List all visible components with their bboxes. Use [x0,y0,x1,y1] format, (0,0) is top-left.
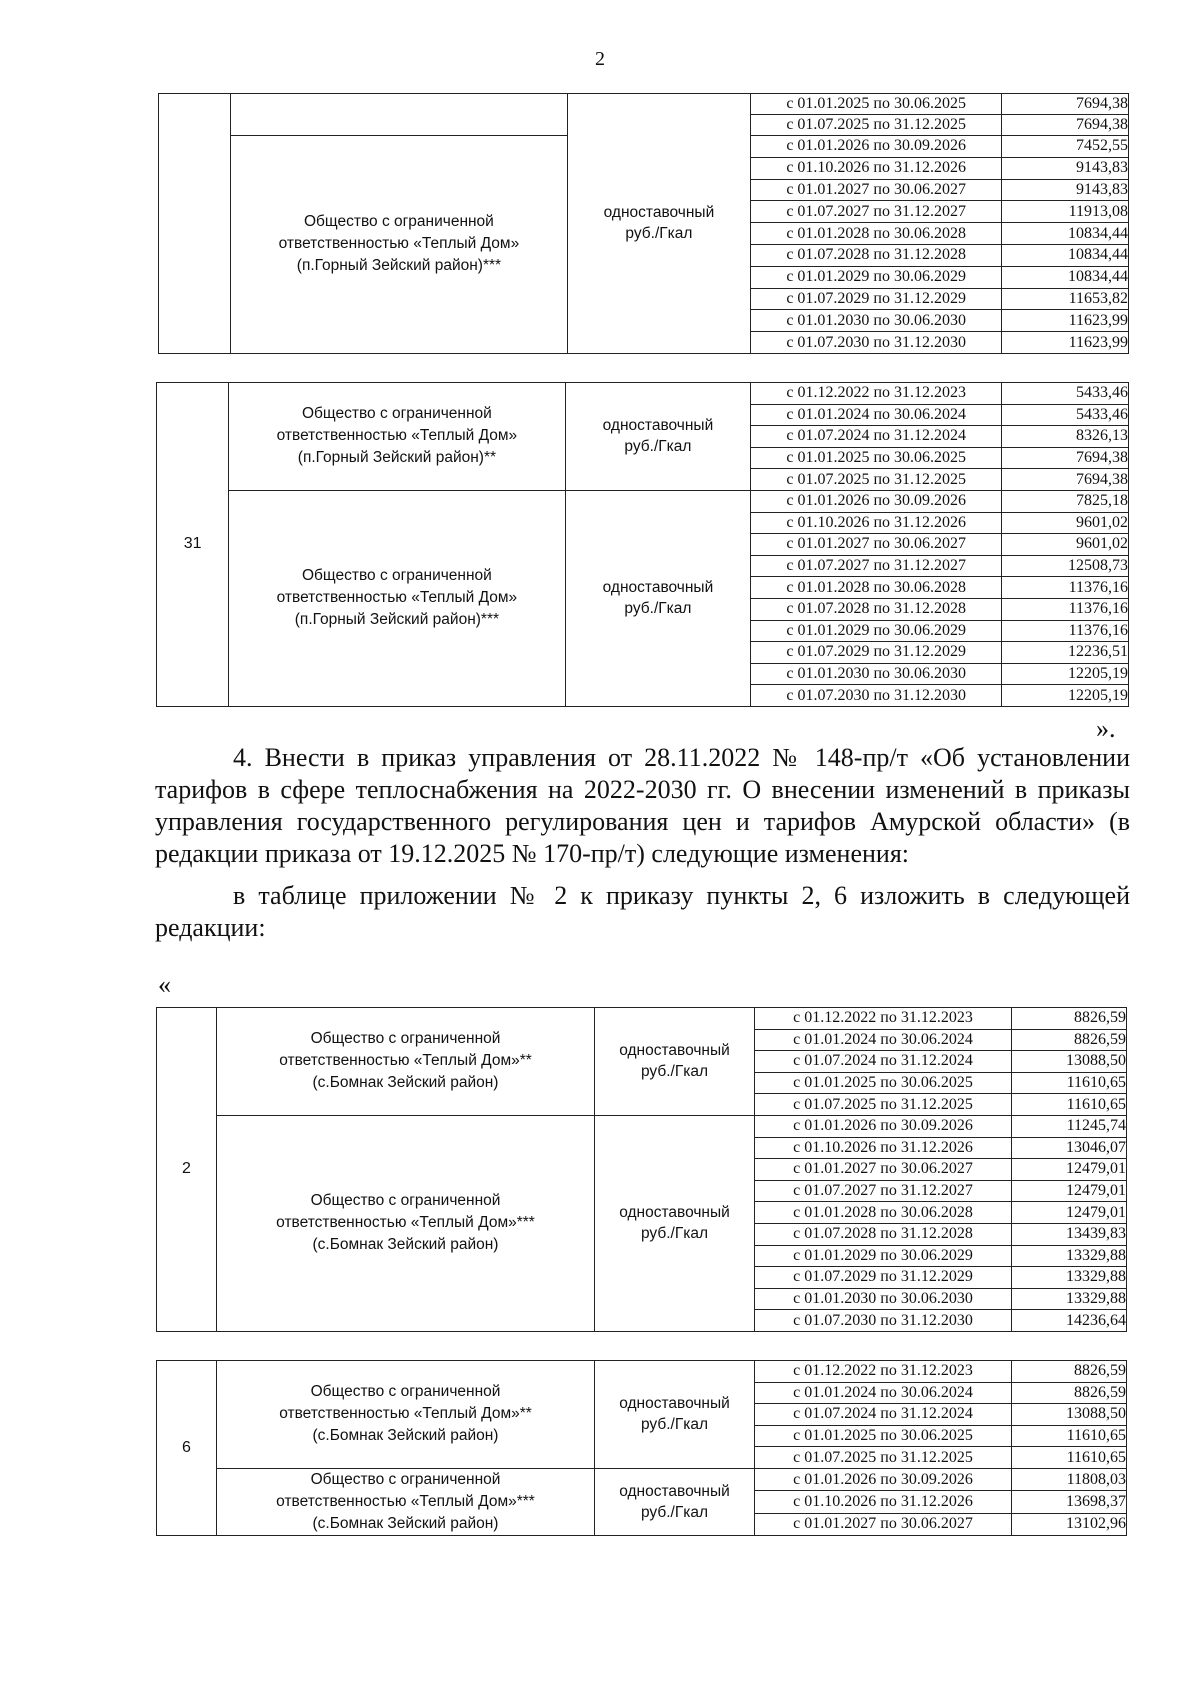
value-cell: 7694,38 [1002,94,1129,115]
value-cell: 13698,37 [1012,1491,1127,1513]
org-name-line: ответственностью «Теплый Дом»*** [276,1214,535,1232]
table-row [157,1115,1127,1137]
org-name-line: Общество с ограниченной [310,1470,501,1488]
value-cell: 12479,01 [1012,1159,1127,1181]
period-cell: с 01.01.2024 по 30.06.2024 [751,404,1002,426]
period-cell: с 01.01.2030 по 30.06.2030 [755,1288,1012,1310]
tariff-table-continuation [158,93,1129,354]
org-location-line: (п.Горный Зейский район)** [297,449,497,467]
value-cell: 9143,83 [1002,157,1129,179]
value-cell: 13329,88 [1012,1267,1127,1289]
paragraph-4 [155,742,1130,944]
tariff-kind-cell [567,94,751,354]
period-cell: с 01.01.2025 по 30.06.2025 [751,447,1002,469]
period-cell: с 01.01.2027 по 30.06.2027 [751,534,1002,556]
value-cell: 13102,96 [1012,1513,1127,1535]
value-cell: 11376,16 [1002,620,1129,642]
value-cell: 7694,38 [1002,115,1129,136]
org-cell [231,94,567,136]
period-cell: с 01.07.2029 по 31.12.2029 [755,1267,1012,1289]
tariff-kind-label: одноставочный [619,1482,730,1500]
value-cell: 11376,16 [1002,598,1129,620]
table-row [157,1468,1127,1490]
tariff-table-item-2 [156,1007,1127,1332]
org-cell [217,1115,595,1331]
org-name-line: ответственностью «Теплый Дом» [278,235,520,253]
value-cell: 7694,38 [1002,447,1129,469]
org-name-line: ответственностью «Теплый Дом» [276,589,518,607]
tariff-unit-label: руб./Гкал [625,225,693,243]
page-number: 2 [595,48,605,70]
value-cell: 11623,99 [1002,332,1129,354]
value-cell: 13439,83 [1012,1223,1127,1245]
value-cell: 12508,73 [1002,555,1129,577]
period-cell: с 01.12.2022 по 31.12.2023 [751,383,1002,405]
period-cell: с 01.01.2027 по 30.06.2027 [751,179,1002,201]
org-location-line: (с.Бомнак Зейский район) [312,1514,499,1532]
period-cell: с 01.07.2029 по 31.12.2029 [751,642,1002,664]
period-cell: с 01.07.2024 по 31.12.2024 [755,1404,1012,1426]
value-cell: 10834,44 [1002,266,1129,288]
org-cell [217,1361,595,1469]
period-cell: с 01.10.2026 по 31.12.2026 [751,512,1002,534]
tariff-kind-cell [565,383,751,491]
org-name-line: ответственностью «Теплый Дом»*** [276,1492,535,1510]
value-cell: 11808,03 [1012,1468,1127,1490]
value-cell: 10834,44 [1002,244,1129,266]
org-location-line: (п.Горный Зейский район)*** [296,257,502,275]
period-cell: с 01.01.2025 по 30.06.2025 [755,1425,1012,1447]
value-cell: 11610,65 [1012,1072,1127,1094]
tariff-kind-label: одноставочный [602,579,714,597]
period-cell: с 01.07.2030 по 31.12.2030 [755,1310,1012,1332]
period-cell: с 01.07.2025 по 31.12.2025 [755,1094,1012,1116]
value-cell: 11376,16 [1002,577,1129,599]
period-cell: с 01.07.2027 по 31.12.2027 [755,1180,1012,1202]
period-cell: с 01.01.2026 по 30.09.2026 [751,490,1002,512]
period-cell: с 01.07.2029 по 31.12.2029 [751,288,1002,310]
org-cell [229,490,565,706]
org-cell [229,383,565,491]
org-name-line: Общество с ограниченной [301,567,492,585]
period-cell: с 01.01.2026 по 30.09.2026 [755,1115,1012,1137]
period-cell: с 01.01.2025 по 30.06.2025 [751,94,1002,115]
value-cell: 8826,59 [1012,1008,1127,1030]
period-cell: с 01.01.2025 по 30.06.2025 [755,1072,1012,1094]
value-cell: 11913,08 [1002,201,1129,223]
value-cell: 8826,59 [1012,1361,1127,1383]
org-location-line: (с.Бомнак Зейский район) [312,1074,499,1092]
value-cell: 11610,65 [1012,1094,1127,1116]
tariff-kind-label: одноставочный [602,417,714,435]
value-cell: 13088,50 [1012,1051,1127,1073]
value-cell: 13329,88 [1012,1245,1127,1267]
tariff-unit-label: руб./Гкал [640,1063,709,1081]
value-cell: 11623,99 [1002,310,1129,332]
period-cell: с 01.01.2028 по 30.06.2028 [751,577,1002,599]
period-cell: с 01.07.2024 по 31.12.2024 [751,426,1002,448]
value-cell: 9143,83 [1002,179,1129,201]
org-name-line: Общество с ограниченной [301,405,492,423]
period-cell: с 01.07.2025 по 31.12.2025 [755,1447,1012,1469]
value-cell: 11653,82 [1002,288,1129,310]
value-cell: 7825,18 [1002,490,1129,512]
period-cell: с 01.10.2026 по 31.12.2026 [755,1137,1012,1159]
period-cell: с 01.01.2029 по 30.06.2029 [751,266,1002,288]
org-location-line: (с.Бомнак Зейский район) [312,1236,499,1254]
period-cell: с 01.01.2028 по 30.06.2028 [755,1202,1012,1224]
period-cell: с 01.07.2027 по 31.12.2027 [751,201,1002,223]
org-location-line: (с.Бомнак Зейский район) [312,1427,499,1445]
value-cell: 13088,50 [1012,1404,1127,1426]
period-cell: с 01.10.2026 по 31.12.2026 [755,1491,1012,1513]
org-name-line: Общество с ограниченной [310,1030,501,1048]
period-cell: с 01.07.2025 по 31.12.2025 [751,115,1002,136]
period-cell: с 01.07.2030 по 31.12.2030 [751,685,1002,707]
period-cell: с 01.01.2028 по 30.06.2028 [751,223,1002,245]
value-cell: 11610,65 [1012,1425,1127,1447]
tariff-unit-label: руб./Гкал [640,1416,709,1434]
value-cell: 8826,59 [1012,1029,1127,1051]
value-cell: 8326,13 [1002,426,1129,448]
tariff-kind-cell [565,490,751,706]
tariff-unit-label: руб./Гкал [624,600,692,618]
period-cell: с 01.12.2022 по 31.12.2023 [755,1008,1012,1030]
value-cell: 7452,55 [1002,136,1129,158]
period-cell: с 01.01.2027 по 30.06.2027 [755,1159,1012,1181]
value-cell: 11245,74 [1012,1115,1127,1137]
period-cell: с 01.07.2024 по 31.12.2024 [755,1051,1012,1073]
period-cell: с 01.07.2028 по 31.12.2028 [751,244,1002,266]
org-name-line: Общество с ограниченной [310,1192,501,1210]
tariff-unit-label: руб./Гкал [624,438,692,456]
paragraph-text: 4. Внести в приказ управления от 28.11.2022 № 148-пр/т «Об установлении тарифов в сфере теплоснабжения на 2022-2030 гг. О внесении изменений в приказы управления государственного регулирования цен и тарифов Амурской области» (в редакции приказа от 19.12.2025 № 170-пр/т) следующие изменения: [155,743,1130,868]
period-cell: с 01.01.2029 по 30.06.2029 [751,620,1002,642]
table-row [157,1008,1127,1030]
tariff-table-item-6 [156,1360,1127,1536]
org-cell [217,1468,595,1535]
tariff-kind-cell [595,1008,755,1116]
value-cell: 11610,65 [1012,1447,1127,1469]
org-name-line: Общество с ограниченной [310,1383,501,1401]
value-cell: 9601,02 [1002,534,1129,556]
value-cell: 5433,46 [1002,404,1129,426]
period-cell: с 01.01.2030 по 30.06.2030 [751,310,1002,332]
period-cell: с 01.01.2024 по 30.06.2024 [755,1382,1012,1404]
tariff-kind-label: одноставочный [619,1395,730,1413]
period-cell: с 01.10.2026 по 31.12.2026 [751,157,1002,179]
table-row [157,1361,1127,1383]
period-cell: с 01.01.2029 по 30.06.2029 [755,1245,1012,1267]
period-cell: с 01.12.2022 по 31.12.2023 [755,1361,1012,1383]
org-cell [217,1008,595,1116]
tariff-kind-cell [595,1468,755,1535]
closing-quote: ». [1096,714,1116,743]
value-cell: 8826,59 [1012,1382,1127,1404]
period-cell: с 01.01.2030 по 30.06.2030 [751,663,1002,685]
period-cell: с 01.07.2030 по 31.12.2030 [751,332,1002,354]
value-cell: 13046,07 [1012,1137,1127,1159]
item-number-cell: 31 [157,383,229,707]
period-cell: с 01.01.2026 по 30.09.2026 [755,1468,1012,1490]
org-name-line: ответственностью «Теплый Дом»** [279,1405,532,1423]
tariff-unit-label: руб./Гкал [640,1225,709,1243]
number-cell [159,94,231,354]
tariff-kind-label: одноставочный [619,1042,730,1060]
value-cell: 5433,46 [1002,383,1129,405]
value-cell: 13329,88 [1012,1288,1127,1310]
tariff-kind-cell [595,1361,755,1469]
tariff-kind-label: одноставочный [619,1204,730,1222]
table-row [157,383,1129,405]
period-cell: с 01.01.2027 по 30.06.2027 [755,1513,1012,1535]
item-number-cell: 6 [157,1361,217,1536]
paragraph-text: в таблице приложении № 2 к приказу пункты 2, 6 изложить в следующей редакции: [155,881,1130,942]
period-cell: с 01.07.2025 по 31.12.2025 [751,469,1002,491]
value-cell: 12479,01 [1012,1180,1127,1202]
value-cell: 12236,51 [1002,642,1129,664]
table-row [159,94,1129,115]
value-cell: 12479,01 [1012,1202,1127,1224]
item-number-cell: 2 [157,1008,217,1332]
value-cell: 7694,38 [1002,469,1129,491]
opening-quote: « [158,970,171,999]
tariff-kind-label: одноставочный [603,204,715,222]
org-name-line: ответственностью «Теплый Дом»** [279,1052,532,1070]
tariff-unit-label: руб./Гкал [640,1503,709,1521]
value-cell: 12205,19 [1002,685,1129,707]
org-cell [231,136,567,354]
org-name-line: ответственностью «Теплый Дом» [276,427,518,445]
period-cell: с 01.07.2027 по 31.12.2027 [751,555,1002,577]
value-cell: 14236,64 [1012,1310,1127,1332]
org-location-line: (п.Горный Зейский район)*** [294,611,500,629]
table-row [157,490,1129,512]
period-cell: с 01.07.2028 по 31.12.2028 [751,598,1002,620]
value-cell: 9601,02 [1002,512,1129,534]
value-cell: 10834,44 [1002,223,1129,245]
org-name-line: Общество с ограниченной [303,213,494,231]
period-cell: с 01.07.2028 по 31.12.2028 [755,1223,1012,1245]
period-cell: с 01.01.2026 по 30.09.2026 [751,136,1002,158]
period-cell: с 01.01.2024 по 30.06.2024 [755,1029,1012,1051]
value-cell: 12205,19 [1002,663,1129,685]
tariff-table-item-31 [156,382,1129,707]
tariff-kind-cell [595,1115,755,1331]
